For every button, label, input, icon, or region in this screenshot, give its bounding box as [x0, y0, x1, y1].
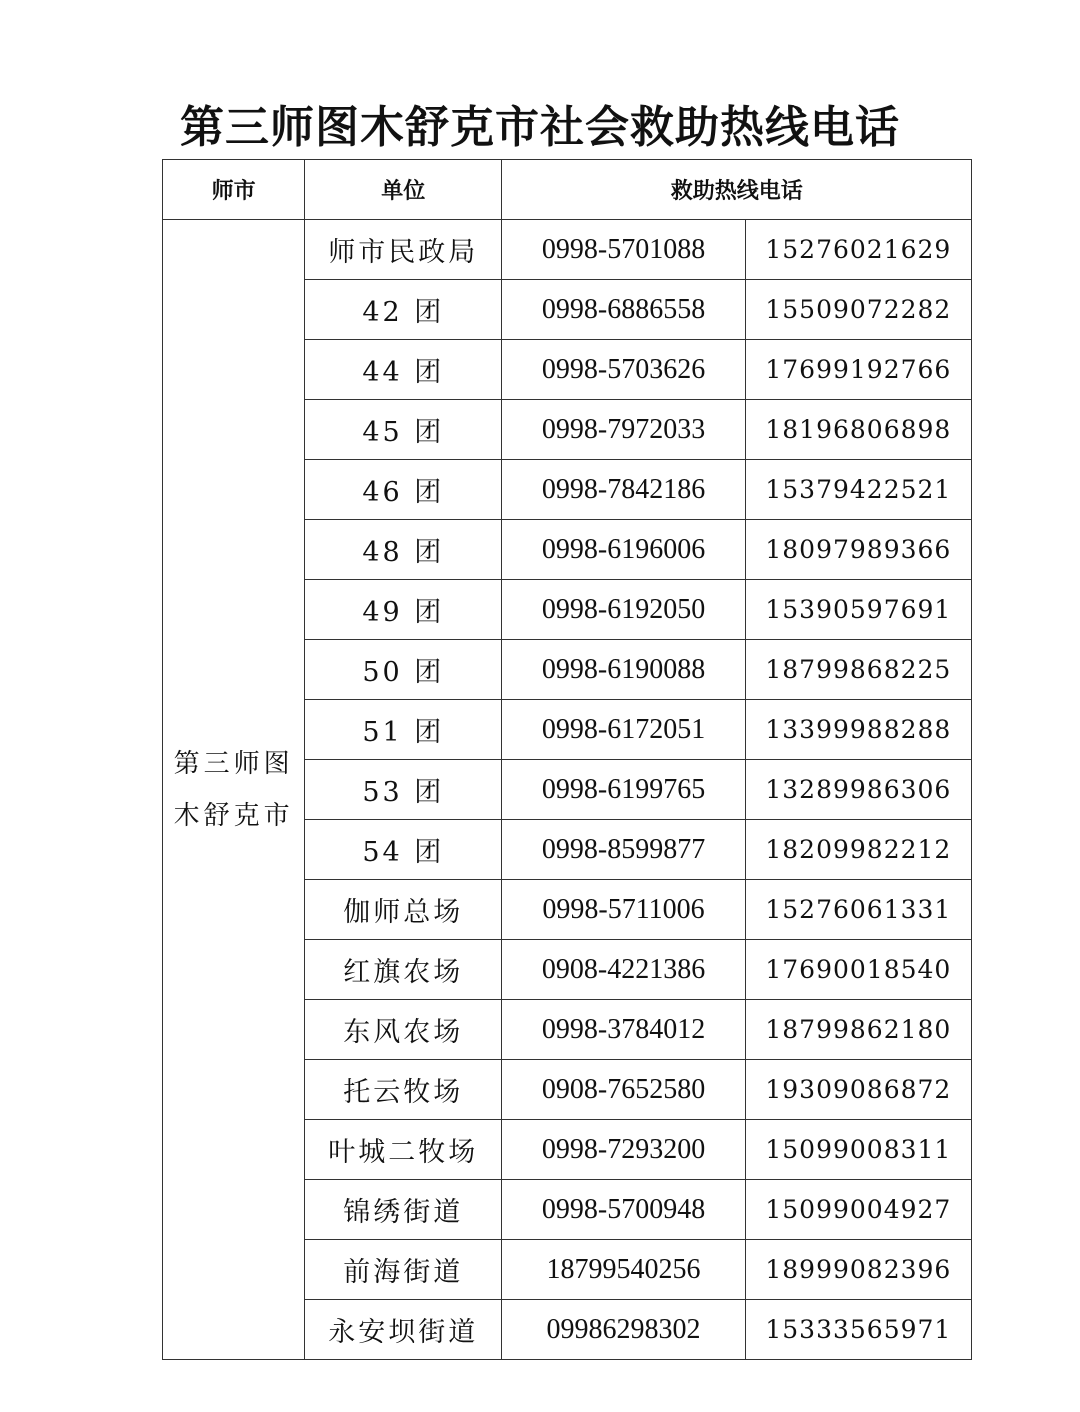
unit-cell: 东风农场	[305, 1000, 502, 1060]
mobile-cell: 13289986306	[745, 760, 971, 820]
unit-cell: 48 团	[305, 520, 502, 580]
landline-cell: 0908-7652580	[502, 1060, 745, 1120]
unit-cell: 46 团	[305, 460, 502, 520]
landline-cell: 0998-5711006	[502, 880, 745, 940]
landline-cell: 0998-7293200	[502, 1120, 745, 1180]
landline-cell: 0998-5701088	[502, 220, 745, 280]
landline-cell: 0998-6199765	[502, 760, 745, 820]
mobile-cell: 18097989366	[745, 520, 971, 580]
unit-cell: 伽师总场	[305, 880, 502, 940]
unit-cell: 53 团	[305, 760, 502, 820]
landline-cell: 0998-5700948	[502, 1180, 745, 1240]
mobile-cell: 18196806898	[745, 400, 971, 460]
header-hotline: 救助热线电话	[502, 160, 972, 220]
mobile-cell: 18799868225	[745, 640, 971, 700]
mobile-cell: 13399988288	[745, 700, 971, 760]
table-row	[163, 220, 972, 280]
mobile-cell: 18799862180	[745, 1000, 971, 1060]
mobile-cell: 15390597691	[745, 580, 971, 640]
landline-cell: 0998-6886558	[502, 280, 745, 340]
unit-cell: 托云牧场	[305, 1060, 502, 1120]
mobile-cell: 17699192766	[745, 340, 971, 400]
header-city: 师市	[163, 160, 305, 220]
unit-cell: 51 团	[305, 700, 502, 760]
mobile-cell: 15099004927	[745, 1180, 971, 1240]
landline-cell: 0908-4221386	[502, 940, 745, 1000]
header-unit: 单位	[305, 160, 502, 220]
mobile-cell: 15276021629	[745, 220, 971, 280]
unit-cell: 44 团	[305, 340, 502, 400]
unit-cell: 师市民政局	[305, 220, 502, 280]
mobile-cell: 15333565971	[745, 1300, 971, 1360]
unit-cell: 54 团	[305, 820, 502, 880]
page-title: 第三师图木舒克市社会救助热线电话	[180, 102, 900, 153]
unit-cell: 永安坝街道	[305, 1300, 502, 1360]
mobile-cell: 19309086872	[745, 1060, 971, 1120]
landline-cell: 0998-7842186	[502, 460, 745, 520]
unit-cell: 50 团	[305, 640, 502, 700]
mobile-cell: 17690018540	[745, 940, 971, 1000]
landline-cell: 0998-6192050	[502, 580, 745, 640]
landline-cell: 18799540256	[502, 1240, 745, 1300]
landline-cell: 0998-6190088	[502, 640, 745, 700]
unit-cell: 42 团	[305, 280, 502, 340]
unit-cell: 前海街道	[305, 1240, 502, 1300]
mobile-cell: 15509072282	[745, 280, 971, 340]
mobile-cell: 18999082396	[745, 1240, 971, 1300]
unit-cell: 红旗农场	[305, 940, 502, 1000]
landline-cell: 0998-7972033	[502, 400, 745, 460]
landline-cell: 0998-5703626	[502, 340, 745, 400]
hotline-table	[162, 159, 972, 1360]
landline-cell: 09986298302	[502, 1300, 745, 1360]
landline-cell: 0998-6196006	[502, 520, 745, 580]
header-row	[163, 160, 972, 220]
table-body	[163, 220, 972, 1360]
unit-cell: 49 团	[305, 580, 502, 640]
mobile-cell: 15099008311	[745, 1120, 971, 1180]
landline-cell: 0998-8599877	[502, 820, 745, 880]
unit-cell: 锦绣街道	[305, 1180, 502, 1240]
landline-cell: 0998-6172051	[502, 700, 745, 760]
mobile-cell: 15379422521	[745, 460, 971, 520]
landline-cell: 0998-3784012	[502, 1000, 745, 1060]
unit-cell: 叶城二牧场	[305, 1120, 502, 1180]
city-cell: 第三师图木舒克市	[163, 220, 305, 1360]
mobile-cell: 15276061331	[745, 880, 971, 940]
mobile-cell: 18209982212	[745, 820, 971, 880]
unit-cell: 45 团	[305, 400, 502, 460]
